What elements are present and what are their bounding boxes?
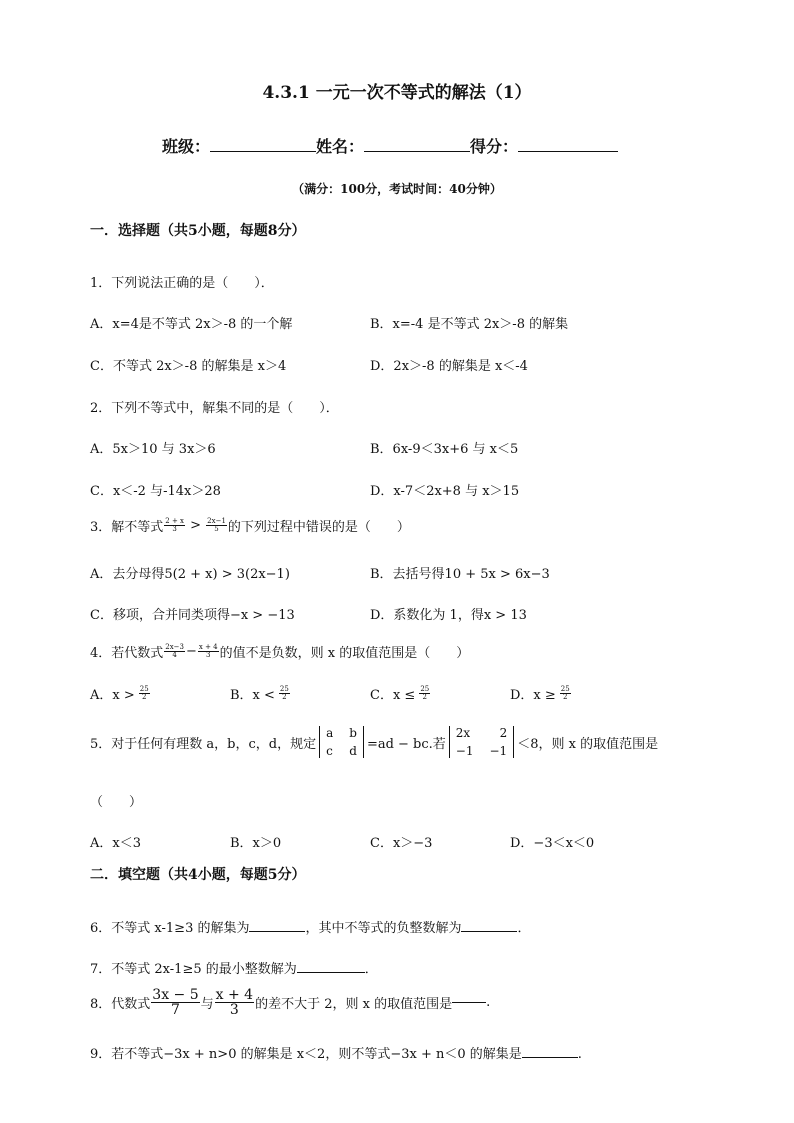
name-label: 姓名： bbox=[316, 137, 365, 156]
q4-b-fraction bbox=[279, 686, 290, 701]
q4-stem-pre: 4．若代数式 bbox=[90, 646, 164, 661]
question-8 bbox=[90, 988, 490, 1017]
q5-m2-b: 2 bbox=[499, 726, 508, 740]
q5-m1-d: d bbox=[349, 744, 357, 758]
q4-a-label: A．x > bbox=[90, 688, 135, 703]
q1-option-c[interactable]: C．不等式 2x＞-8 的解集是 x＞4 bbox=[90, 359, 287, 374]
q1-option-d[interactable]: D．2x＞-8 的解集是 x＜-4 bbox=[370, 359, 528, 374]
q4-d-denominator: 2 bbox=[563, 693, 568, 701]
score-label: 得分： bbox=[470, 137, 519, 156]
class-blank[interactable] bbox=[210, 150, 316, 152]
q2-option-c[interactable]: C．x＜-2 与-14x＞28 bbox=[90, 484, 221, 499]
q7-blank[interactable] bbox=[297, 971, 365, 973]
class-label: 班级： bbox=[162, 137, 211, 156]
q2-option-d[interactable]: D．x-7＜2x+8 与 x＞15 bbox=[370, 484, 520, 499]
question-1-stem: 1．下列说法正确的是（ ）． bbox=[90, 276, 274, 291]
q3-f2-denominator: 5 bbox=[214, 525, 219, 533]
q3-f1-denominator: 3 bbox=[172, 525, 177, 533]
q7-text-post: ． bbox=[364, 962, 378, 977]
question-5-stem bbox=[90, 726, 658, 758]
section-choice-heading: 一．选择题（共5小题，每题8分） bbox=[90, 223, 306, 239]
q4-option-b[interactable] bbox=[230, 684, 291, 703]
q5-answer-paren: （ ） bbox=[90, 795, 143, 810]
q8-text-post: 的差不大于 2，则 x 的取值范围是 bbox=[255, 997, 453, 1012]
question-4-stem bbox=[90, 642, 469, 661]
q4-a-denominator: 2 bbox=[141, 693, 147, 701]
name-blank[interactable] bbox=[364, 150, 470, 152]
q4-option-a[interactable] bbox=[90, 684, 151, 703]
q5-determinant-condition bbox=[449, 726, 514, 758]
q1-option-a[interactable]: A．x=4是不等式 2x＞-8 的一个解 bbox=[90, 317, 293, 332]
q4-d-numerator: 25 bbox=[560, 685, 570, 693]
q3-option-c[interactable]: C．移项，合并同类项得−x > −13 bbox=[90, 608, 295, 623]
q8-f2-numerator: x + 4 bbox=[215, 987, 254, 1003]
q3-gt-sign: > bbox=[186, 518, 206, 533]
q4-d-fraction bbox=[560, 686, 571, 701]
q4-d-label: D．x ≥ bbox=[510, 688, 556, 703]
q6-text-post: ． bbox=[517, 921, 531, 936]
q3-f2-numerator: 2x−1 bbox=[207, 517, 226, 525]
q5-m1-b: b bbox=[349, 726, 357, 740]
q3-stem-pre: 3．解不等式 bbox=[90, 520, 164, 535]
q9-text-end: . bbox=[577, 1047, 582, 1062]
q4-c-numerator: 25 bbox=[420, 685, 430, 693]
q8-f2-denominator: 3 bbox=[229, 1002, 239, 1018]
q5-stem-post: ＜8，则 x 的取值范围是 bbox=[517, 736, 659, 752]
q5-option-a[interactable]: A．x＜3 bbox=[90, 836, 141, 851]
q8-f1-denominator: 7 bbox=[170, 1002, 180, 1018]
question-6 bbox=[90, 917, 531, 936]
q8-blank[interactable] bbox=[452, 1001, 486, 1003]
page-title: 4.3.1 一元一次不等式的解法（1） bbox=[262, 83, 532, 103]
question-2-stem: 2．下列不等式中，解集不同的是（ ）． bbox=[90, 401, 339, 416]
q3-stem-post: 的下列过程中错误的是（ ） bbox=[227, 520, 410, 535]
q5-m2-c: −1 bbox=[455, 744, 474, 758]
question-7 bbox=[90, 958, 378, 977]
q5-option-d[interactable]: D．−3＜x＜0 bbox=[510, 836, 595, 851]
q5-m1-a: a bbox=[326, 726, 334, 740]
q3-option-a[interactable]: A．去分母得5(2 + x) > 3(2x−1) bbox=[90, 567, 290, 582]
q5-m2-d: −1 bbox=[489, 744, 508, 758]
q3-fraction-right bbox=[206, 518, 227, 533]
q6-text-mid: ，其中不等式的负整数解为 bbox=[305, 921, 462, 936]
q4-c-denominator: 2 bbox=[422, 693, 427, 701]
q3-option-d[interactable]: D．系数化为 1，得x > 13 bbox=[370, 608, 527, 623]
q5-option-b[interactable]: B．x＞0 bbox=[230, 836, 282, 851]
q5-m2-a: 2x bbox=[455, 726, 471, 740]
q5-determinant-definition bbox=[319, 726, 364, 758]
question-9 bbox=[90, 1043, 582, 1062]
q5-option-c[interactable]: C．x＞−3 bbox=[370, 836, 433, 851]
q4-b-denominator: 2 bbox=[282, 693, 287, 701]
q5-stem-mid: =ad − bc.若 bbox=[366, 736, 446, 752]
q4-f1-numerator: 2x−3 bbox=[165, 643, 185, 651]
q2-option-b[interactable]: B．6x-9＜3x+6 与 x＜5 bbox=[370, 442, 519, 457]
q8-text-yu: 与 bbox=[200, 997, 214, 1012]
q4-b-numerator: 25 bbox=[279, 685, 289, 693]
q4-c-label: C．x ≤ bbox=[370, 688, 416, 703]
q9-text-pre: 9．若不等式−3x + n>0 的解集是 x＜2，则不等式−3x + n＜0 的解集是 bbox=[90, 1047, 522, 1062]
exam-note: （满分：100分，考试时间：40分钟） bbox=[292, 182, 502, 196]
q4-f2-numerator: x + 4 bbox=[198, 643, 218, 651]
q3-f1-numerator: 2 + x bbox=[165, 517, 184, 525]
section-fill-heading: 二．填空题（共4小题，每题5分） bbox=[90, 867, 306, 883]
q8-text-end: . bbox=[486, 995, 491, 1010]
q4-f1-denominator: 4 bbox=[172, 651, 177, 659]
q8-fraction-left bbox=[151, 988, 199, 1017]
q4-option-c[interactable] bbox=[370, 684, 431, 703]
q4-a-fraction bbox=[139, 686, 150, 701]
q4-a-numerator: 25 bbox=[139, 685, 149, 693]
q8-fraction-right bbox=[215, 988, 254, 1017]
q4-c-fraction bbox=[419, 686, 430, 701]
q8-f1-numerator: 3x − 5 bbox=[152, 987, 199, 1003]
q8-text-pre: 8．代数式 bbox=[90, 997, 151, 1012]
q4-b-label: B．x < bbox=[230, 688, 275, 703]
q5-m1-c: c bbox=[326, 744, 333, 758]
q5-stem-pre: 5．对于任何有理数 a，b，c，d，规定 bbox=[90, 736, 317, 752]
info-line bbox=[162, 134, 618, 157]
q6-blank-2[interactable] bbox=[461, 930, 517, 932]
q7-text-pre: 7．不等式 2x-1≥5 的最小整数解为 bbox=[90, 962, 297, 977]
question-3-stem bbox=[90, 516, 410, 535]
q6-text-pre: 6．不等式 x-1≥3 的解集为 bbox=[90, 921, 250, 936]
q4-fraction-left bbox=[164, 644, 185, 659]
q4-fraction-right bbox=[198, 644, 219, 659]
score-blank[interactable] bbox=[518, 150, 618, 152]
q6-blank-1[interactable] bbox=[249, 930, 305, 932]
q4-minus-sign: − bbox=[186, 644, 197, 659]
q3-fraction-left bbox=[164, 518, 185, 533]
q4-f2-denominator: 3 bbox=[206, 651, 211, 659]
q9-blank[interactable] bbox=[522, 1056, 578, 1058]
q4-option-d[interactable] bbox=[510, 684, 572, 703]
q4-stem-post: 的值不是负数，则 x 的取值范围是（ ） bbox=[219, 646, 470, 661]
q3-option-b[interactable]: B．去括号得10 + 5x > 6x−3 bbox=[370, 567, 550, 582]
q2-option-a[interactable]: A．5x＞10 与 3x＞6 bbox=[90, 442, 216, 457]
q1-option-b[interactable]: B．x=-4 是不等式 2x＞-8 的解集 bbox=[370, 317, 569, 332]
